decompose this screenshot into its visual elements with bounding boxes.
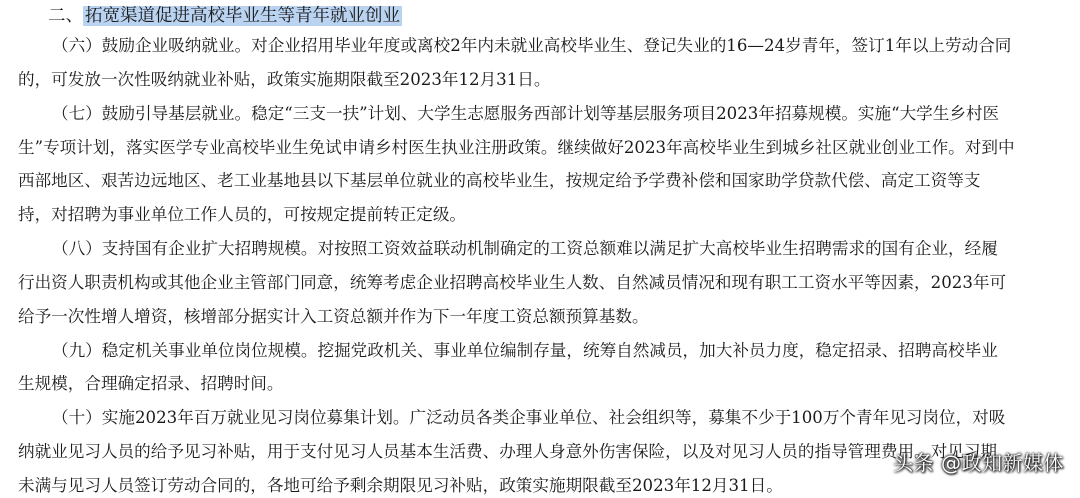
paragraph-10-line-1: （十）实施2023年百万就业见习岗位募集计划。广泛动员各类企事业单位、社会组织等，募集不少于100万个青年见习岗位，对吸 xyxy=(52,408,1006,427)
paragraph-7-line-2: 生”专项计划，落实医学专业高校毕业生免试申请乡村医生执业注册政策。继续做好2023年高校毕业生到城乡社区就业创业工作。对到中 xyxy=(18,138,1015,157)
paragraph-8-line-3: 给予一次性增人增资，核增部分据实计入工资总额并作为下一年度工资总额预算基数。 xyxy=(18,307,649,326)
paragraph-7-line-4: 持，对招聘为事业单位工作人员的，可按规定提前转正定级。 xyxy=(18,205,467,224)
paragraph-7-line-1: （七）鼓励引导基层就业。稳定“三支一扶”计划、大学生志愿服务西部计划等基层服务项目2023年招募规模。实施“大学生乡村医 xyxy=(52,104,1000,123)
section-number: 二、 xyxy=(48,6,83,26)
paragraph-10-line-3: 未满与见习人员签订劳动合同的，各地可给予剩余期限见习补贴，政策实施期限截至2023年12月31日。 xyxy=(18,476,783,495)
paragraph-9-line-2: 生规模，合理确定招录、招聘时间。 xyxy=(18,374,284,393)
paragraph-8-line-2: 行出资人职责机构或其他企业主管部门同意，统筹考虑企业招聘高校毕业生人数、自然减员情况和现有职工工资水平等因素，2023年可 xyxy=(18,273,1007,292)
paragraph-6-line-1: （六）鼓励企业吸纳就业。对企业招用毕业年度或离校2年内未就业高校毕业生、登记失业的16—24岁青年，签订1年以上劳动合同 xyxy=(52,36,1012,55)
paragraph-10-line-2: 纳就业见习人员的给予见习补贴，用于支付见习人员基本生活费、办理人身意外伤害保险，以及对见习人员的指导管理费用。对见习期 xyxy=(18,442,998,461)
paragraph-6-line-2: 的，可发放一次性吸纳就业补贴，政策实施期限截至2023年12月31日。 xyxy=(18,70,551,89)
paragraph-9-line-1: （九）稳定机关事业单位岗位规模。挖掘党政机关、事业单位编制存量，统筹自然减员，加大补员力度，稳定招录、招聘高校毕业 xyxy=(52,341,998,360)
highlighted-heading-text[interactable]: 拓宽渠道促进高校毕业生等青年就业创业 xyxy=(85,6,400,26)
source-watermark: 头条 @政知新媒体 xyxy=(893,451,1064,475)
paragraph-8-line-1: （八）支持国有企业扩大招聘规模。对按照工资效益联动机制确定的工资总额难以满足扩大高校毕业生招聘需求的国有企业，经履 xyxy=(52,239,998,258)
paragraph-7-line-3: 西部地区、艰苦边远地区、老工业基地县以下基层单位就业的高校毕业生，按规定给予学费补偿和国家助学贷款代偿、高定工资等支 xyxy=(18,171,981,190)
section-heading xyxy=(48,3,402,29)
